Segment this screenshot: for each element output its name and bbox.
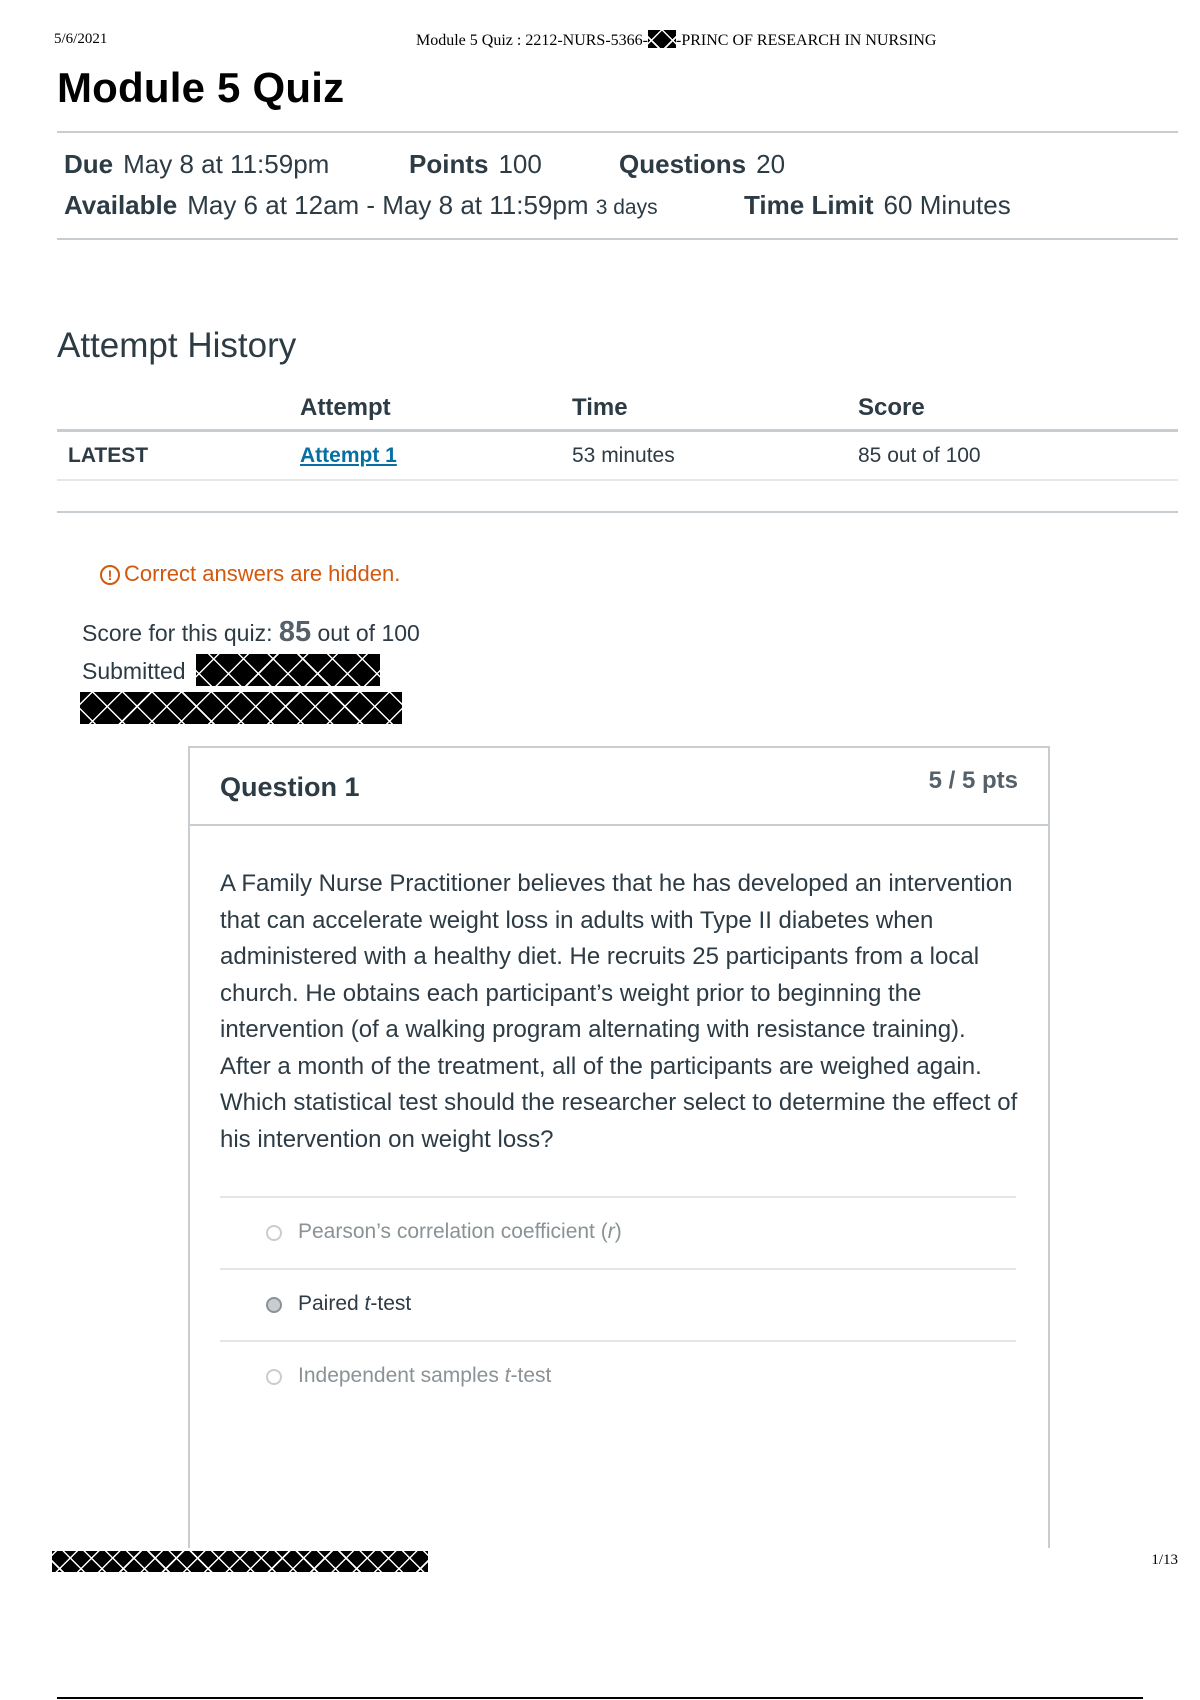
- print-date: 5/6/2021: [54, 31, 108, 47]
- time-limit-info: Time Limit 60 Minutes: [744, 190, 1011, 220]
- header-divider-bottom: [57, 238, 1178, 240]
- table-row-divider: [57, 479, 1178, 481]
- question-points: 5 / 5 pts: [928, 767, 1018, 794]
- attempt-time: 53 minutes: [572, 444, 675, 467]
- notice-text: Correct answers are hidden.: [124, 561, 401, 586]
- page-title: Module 5 Quiz: [57, 64, 345, 111]
- radio-unselected-icon[interactable]: [266, 1369, 282, 1385]
- print-course-title: [416, 30, 936, 50]
- table-header-divider: [57, 429, 1178, 432]
- attempt-score: 85 out of 100: [858, 444, 981, 467]
- quiz-score: Score for this quiz: 85 out of 100: [82, 616, 420, 648]
- question-title: Question 1: [220, 772, 360, 802]
- answer-label: Independent samples t-test: [298, 1364, 552, 1387]
- exclamation-circle-icon: !: [100, 565, 120, 585]
- attempt-history-divider: [57, 511, 1178, 513]
- answer-option-independent-t-test[interactable]: [220, 1340, 1016, 1414]
- attempt-history-heading: Attempt History: [57, 326, 297, 365]
- redaction-mark: [648, 30, 676, 48]
- radio-selected-icon[interactable]: [266, 1297, 282, 1313]
- latest-tag: LATEST: [68, 444, 149, 467]
- available-info: Available May 6 at 12am - May 8 at 11:59pm 3 days: [64, 190, 658, 220]
- page-number: 1/13: [1151, 1552, 1178, 1568]
- answer-label: Paired t-test: [298, 1292, 412, 1315]
- due-info: Due May 8 at 11:59pm: [64, 149, 330, 179]
- submitted-label: Submitted: [82, 658, 186, 684]
- page-bottom-rule: [57, 1697, 1143, 1699]
- column-header-score: Score: [858, 394, 925, 421]
- answer-option-paired-t-test[interactable]: [220, 1268, 1016, 1342]
- quiz-meta-row-1: [64, 149, 786, 180]
- redacted-submission-date: [196, 654, 380, 686]
- attempt-link[interactable]: Attempt 1: [300, 444, 397, 467]
- redacted-url: [52, 1551, 428, 1572]
- quiz-meta-row-2: [64, 190, 1011, 221]
- radio-unselected-icon[interactable]: [266, 1225, 282, 1241]
- redacted-submission-time: [80, 692, 402, 724]
- column-header-attempt: Attempt: [300, 394, 391, 421]
- print-course-suffix: -PRINC OF RESEARCH IN NURSING: [675, 32, 937, 49]
- question-text: A Family Nurse Practitioner believes that he has developed an intervention that can accelerate weight loss in adults with Type II diabetes when administered with a healthy diet. He recruits 25 participants from a local church. He obtains each participant’s weight prior to beginning the intervention (of a walking program alternating with resistance training). After a month of the treatment, all of the participants are weighed again. Which statistical test should the researcher select to determine the effect of his intervention on weight loss?: [220, 870, 1018, 1153]
- answer-label: Pearson’s correlation coefficient (r): [298, 1220, 622, 1243]
- question-header: [190, 748, 1048, 826]
- score-value: 85: [278, 616, 312, 648]
- question-card: [188, 746, 1050, 1548]
- questions-info: Questions 20: [619, 149, 786, 179]
- print-course-prefix: Module 5 Quiz : 2212-NURS-5366-: [416, 32, 648, 49]
- correct-answers-notice: [100, 561, 400, 587]
- points-info: Points 100: [409, 149, 542, 179]
- header-divider-top: [57, 131, 1178, 133]
- answer-option-pearson[interactable]: [220, 1196, 1016, 1270]
- column-header-time: Time: [572, 394, 628, 421]
